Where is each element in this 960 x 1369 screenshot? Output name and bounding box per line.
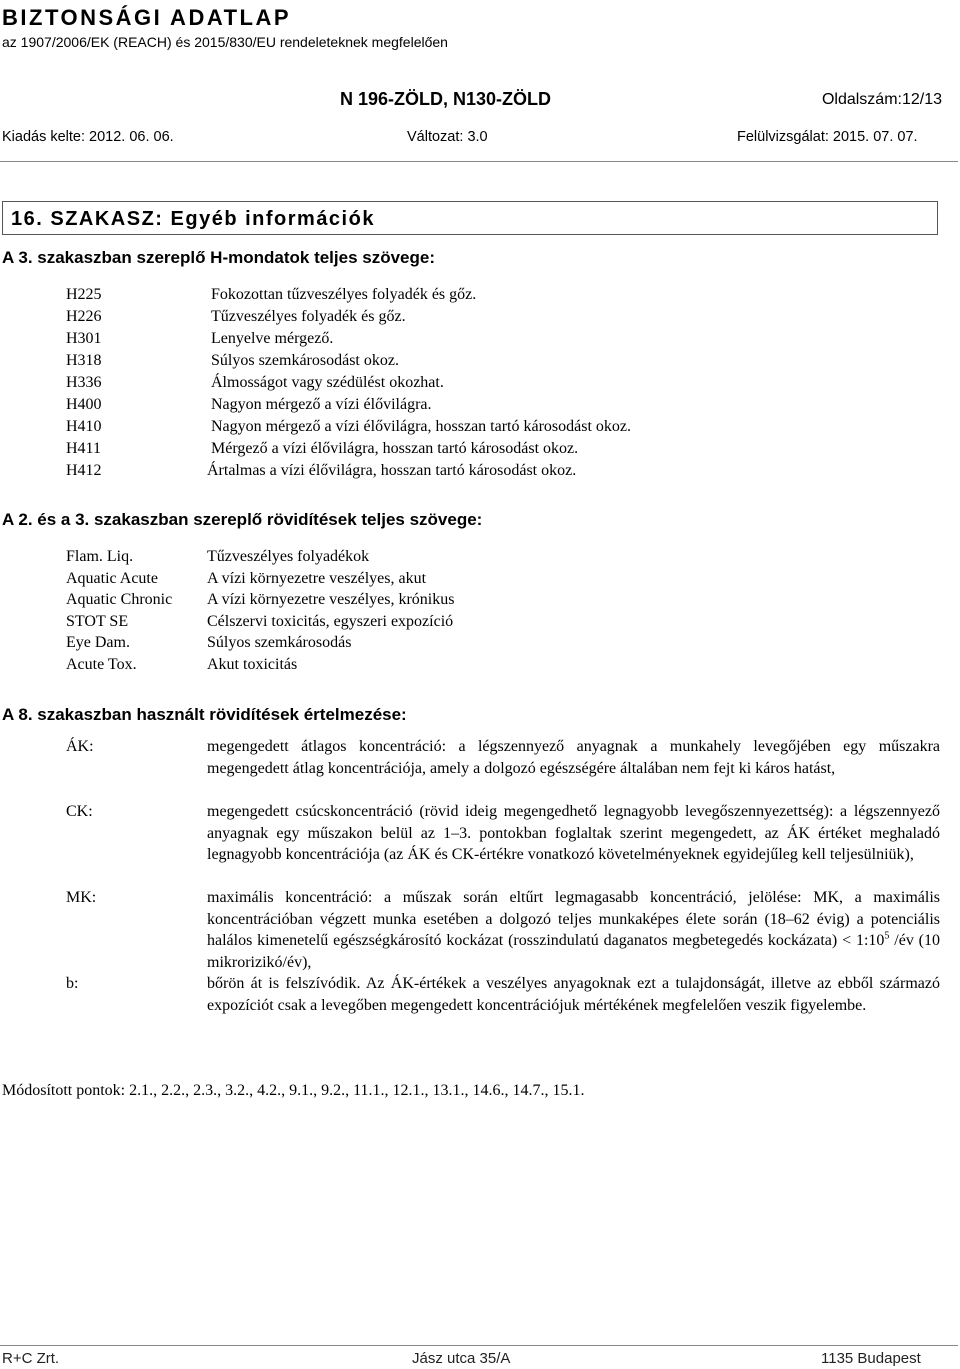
abbreviation-term: Eye Dam. (66, 634, 130, 651)
superscript-exponent: 5 (884, 931, 890, 943)
h-text: Fokozottan tűzveszélyes folyadék és gőz. (211, 286, 477, 303)
h-text: Mérgező a vízi élővilágra, hosszan tartó károsodást okoz. (211, 440, 579, 457)
revision-date: Felülvizsgálat: 2015. 07. 07. (737, 129, 918, 145)
document-title: BIZTONSÁGI ADATLAP (2, 5, 292, 30)
version: Változat: 3.0 (407, 129, 488, 145)
abbreviation-meaning: Tűzveszélyes folyadékok (207, 548, 370, 565)
h-text: Álmosságot vagy szédülést okozhat. (211, 374, 444, 391)
section-title: 16. SZAKASZ: Egyéb információk (11, 208, 375, 230)
abbreviation-term: Aquatic Chronic (66, 591, 173, 608)
definition-text: bőrön át is felszívódik. Az ÁK-értékek a veszélyes anyagoknak ezt a tulajdonságát, illetve az ebből származó expozíciót csak a levegőben megengedett koncentrációjuk mértékének megfelelően veszik figyelembe. (207, 975, 940, 1014)
h-code: H400 (66, 396, 102, 413)
h-code: H225 (66, 286, 102, 303)
definition-text (207, 887, 940, 974)
abbreviation-meaning: A vízi környezetre veszélyes, krónikus (207, 591, 455, 608)
abbreviation-meaning: Súlyos szemkárosodás (207, 634, 352, 651)
definition-term: CK: (66, 803, 93, 820)
definition-text-main: maximális koncentráció: a műszak során eltűrt legmagasabb koncentráció, jelölése: MK, a maximális koncentrációban végzett munka esetében a dolgozó teljes munkaképes élete során (18–62 évig) a potenciális halálos kimenetelű egészségkárosító kockázat (rosszindulatú daganatos megbetegedés kockázata) < 1:10 (207, 889, 940, 950)
h-code: H318 (66, 352, 102, 369)
abbreviation-term: Aquatic Acute (66, 570, 158, 587)
h-code: H336 (66, 374, 102, 391)
h-text: Súlyos szemkárosodást okoz. (211, 352, 399, 369)
h-code: H410 (66, 418, 102, 435)
h-text: Tűzveszélyes folyadék és gőz. (211, 308, 406, 325)
abbreviation-term: Acute Tox. (66, 656, 137, 673)
h-code: H301 (66, 330, 102, 347)
h-text: Nagyon mérgező a vízi élővilágra, hosszan tartó károsodást okoz. (211, 418, 632, 435)
abbreviation-meaning: A vízi környezetre veszélyes, akut (207, 570, 427, 587)
definition-text: megengedett átlagos koncentráció: a légszennyező anyagnak a munkahely levegőjében egy műszakra megengedett átlag koncentrációja, amely a dolgozó egészségére általában nem fejt ki káros hatást, (207, 738, 940, 777)
abbreviation-term: STOT SE (66, 613, 129, 630)
definition-text: megengedett csúcskoncentráció (rövid ideig megengedhető legnagyobb levegőszennyezettség): a légszennyező anyagnak egy műszakon belül az 1–3. pontokban foglaltak szerint megengedett, az ÁK értéket meghaladó legnagyobb koncentrációja (az ÁK és CK-értékre vonatkozó követelményeknek egyidejűleg kell teljesülniük), (207, 803, 940, 864)
definition-term: ÁK: (66, 738, 94, 755)
abbreviation-term: Flam. Liq. (66, 548, 134, 565)
h-statements-heading: A 3. szakaszban szereplő H-mondatok teljes szövege: (2, 248, 436, 267)
definitions-heading: A 8. szakaszban használt rövidítések értelmezése: (2, 705, 407, 724)
footer-company: R+C Zrt. (2, 1350, 60, 1367)
footer-city: 1135 Budapest (821, 1350, 921, 1367)
abbreviations-heading: A 2. és a 3. szakaszban szereplő rövidítések teljes szövege: (2, 510, 483, 529)
regulation-subtitle: az 1907/2006/EK (REACH) és 2015/830/EU rendeleteknek megfelelően (2, 34, 448, 50)
footer-divider (0, 1345, 958, 1346)
abbreviation-meaning: Célszervi toxicitás, egyszeri expozíció (207, 613, 454, 630)
footer-street: Jász utca 35/A (412, 1350, 511, 1367)
h-code: H411 (66, 440, 101, 457)
section-title-box (2, 201, 938, 235)
issue-date: Kiadás kelte: 2012. 06. 06. (2, 129, 174, 145)
product-name: N 196-ZÖLD, N130-ZÖLD (340, 89, 552, 109)
h-code: H226 (66, 308, 102, 325)
header-divider (0, 161, 958, 162)
abbreviation-meaning: Akut toxicitás (207, 656, 298, 673)
h-text: Nagyon mérgező a vízi élővilágra. (211, 396, 432, 413)
modified-sections: Módosított pontok: 2.1., 2.2., 2.3., 3.2., 4.2., 9.1., 9.2., 11.1., 12.1., 13.1., 14.6., 14.7., 15.1. (2, 1082, 585, 1099)
page-number: Oldalszám:12/13 (821, 91, 942, 108)
definition-term: b: (66, 975, 79, 992)
h-text: Ártalmas a vízi élővilágra, hosszan tartó károsodást okoz. (207, 462, 577, 479)
definition-term: MK: (66, 889, 97, 906)
h-code: H412 (66, 462, 102, 479)
h-text: Lenyelve mérgező. (211, 330, 334, 347)
definition-text-end: /év (10 mikrorizikó/év), (207, 932, 940, 972)
